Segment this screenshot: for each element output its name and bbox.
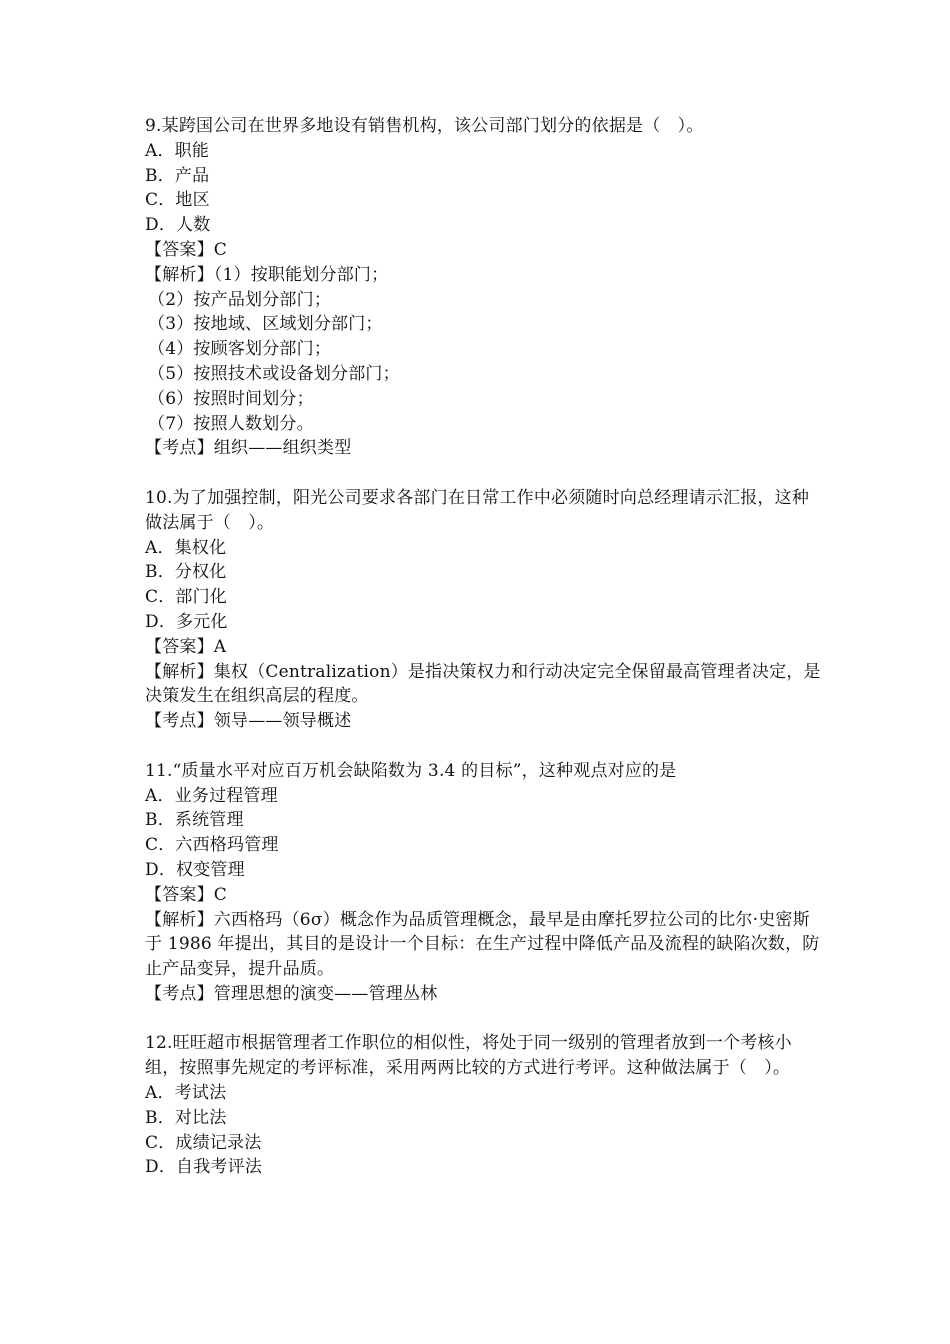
analysis-line: （3）按地域、区域划分部门； xyxy=(148,314,383,335)
question-stem: 11.“质量水平对应百万机会缺陷数为 3.4 的目标”，这种观点对应的是 xyxy=(145,760,677,781)
option-c: C．六西格玛管理 xyxy=(145,835,279,856)
analysis-line: （5）按照技术或设备划分部门； xyxy=(148,363,400,384)
option-d: D．自我考评法 xyxy=(145,1157,263,1178)
option-d: D．多元化 xyxy=(145,611,228,632)
document-page xyxy=(145,114,825,1205)
question-stem: 9.某跨国公司在世界多地设有销售机构，该公司部门划分的依据是（ ）。 xyxy=(145,116,704,136)
question-12 xyxy=(145,1031,825,1180)
analysis-line: （4）按顾客划分部门； xyxy=(148,339,332,360)
option-d: D．人数 xyxy=(145,215,211,236)
option-b: B．产品 xyxy=(145,165,210,186)
option-c: C．部门化 xyxy=(145,587,228,608)
option-b: B．分权化 xyxy=(145,562,227,583)
answer: 【答案】C xyxy=(145,884,228,905)
question-10 xyxy=(145,486,825,734)
analysis-line: 【解析】集权（Centralization）是指决策权力和行动决定完全保留最高管理者决定，是决策发生在组织高层的程度。 xyxy=(145,661,821,707)
question-stem: 10.为了加强控制，阳光公司要求各部门在日常工作中必须随时向总经理请示汇报，这种做法属于（ ）。 xyxy=(145,487,810,533)
option-a: A．考试法 xyxy=(145,1083,227,1104)
option-d: D．权变管理 xyxy=(145,859,245,880)
analysis-line: （2）按产品划分部门； xyxy=(148,289,332,310)
option-b: B．对比法 xyxy=(145,1107,227,1128)
option-a: A．业务过程管理 xyxy=(145,785,278,806)
answer: 【答案】C xyxy=(145,239,228,260)
key-point: 【考点】管理思想的演变——管理丛林 xyxy=(145,983,438,1004)
option-c: C．地区 xyxy=(145,190,210,211)
answer: 【答案】A xyxy=(145,636,227,657)
option-c: C．成绩记录法 xyxy=(145,1132,262,1153)
analysis-line: 【解析】（1）按职能划分部门； xyxy=(145,264,389,285)
question-11 xyxy=(145,759,825,1007)
question-9 xyxy=(145,114,825,461)
key-point: 【考点】领导——领导概述 xyxy=(145,711,352,732)
option-b: B．系统管理 xyxy=(145,810,244,831)
key-point: 【考点】组织——组织类型 xyxy=(145,438,352,459)
question-stem: 12.旺旺超市根据管理者工作职位的相似性，将处于同一级别的管理者放到一个考核小组，按照事先规定的考评标准，采用两两比较的方式进行考评。这种做法属于（ ）。 xyxy=(145,1033,792,1079)
analysis-line: （7）按照人数划分。 xyxy=(148,413,314,434)
option-a: A．集权化 xyxy=(145,537,227,558)
analysis-line: （6）按照时间划分； xyxy=(148,388,314,409)
option-a: A．职能 xyxy=(145,140,210,161)
analysis-line: 【解析】六西格玛（6σ）概念作为品质管理概念，最早是由摩托罗拉公司的比尔·史密斯于 1986 年提出，其目的是设计一个目标：在生产过程中降低产品及流程的缺陷次数，防止产品变异，提升品质。 xyxy=(145,909,820,980)
